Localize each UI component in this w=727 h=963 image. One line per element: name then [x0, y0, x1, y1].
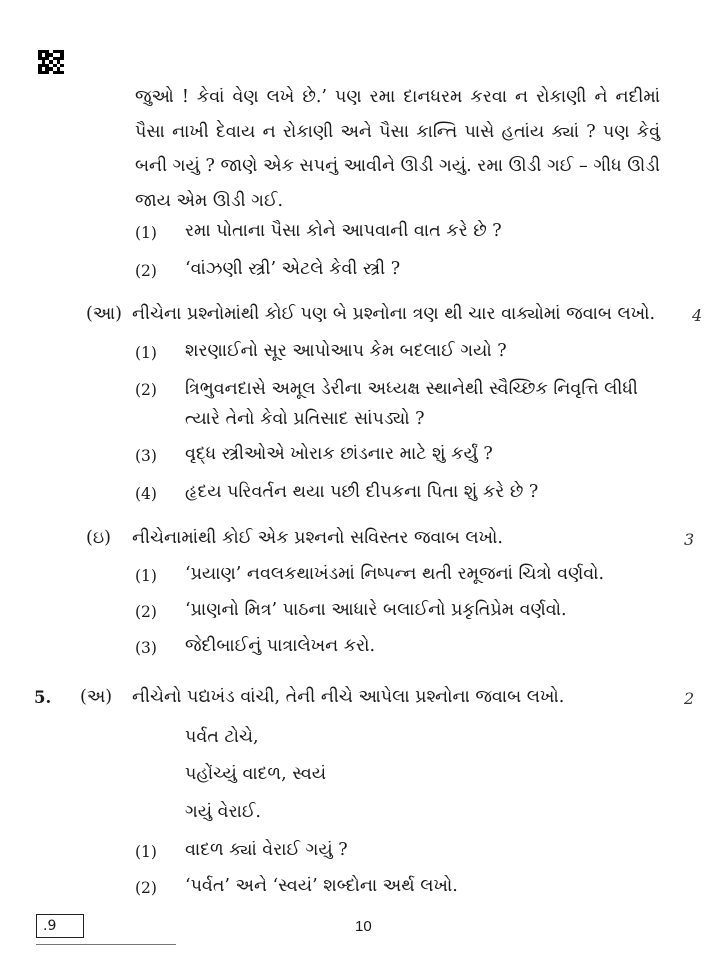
question-text: વાદળ ક્યાં વેરાઈ ગયું ? [185, 840, 348, 860]
question-text: ‘વાંઝણી સ્ત્રી’ એટલે કેવી સ્ત્રી ? [185, 259, 401, 279]
marks: 4 [692, 306, 703, 325]
question-main-number: 5. [34, 688, 52, 707]
question-text: ત્રિભુવનદાસે અમૂલ ડેરીના અધ્યક્ષ સ્થાનેથી સ્વૈચ્છિક નિવૃત્તિ લીધી ત્યારે તેનો કેવો પ્રતિસાદ સાંપડ્યો ? [185, 379, 638, 429]
qr-code-icon [38, 50, 64, 74]
question-number: (2) [135, 879, 157, 897]
page-number: 10 [355, 918, 372, 935]
question-text: ‘પર્વત’ અને ‘સ્વયં’ શબ્દોના અર્થ લખો. [185, 876, 458, 896]
section-label: (આ) [86, 304, 122, 324]
question-text: વૃદ્ધ સ્ત્રીઓએ ખોરાક છાંડનાર માટે શું કર્યું ? [185, 444, 493, 464]
section-instruction: નીચેનો પદ્યખંડ વાંચી, તેની નીચે આપેલા પ્રશ્નોના જવાબ લખો. [132, 687, 565, 707]
question-text: શરણાઈનો સૂર આપોઆપ કેમ બદલાઈ ગયો ? [185, 341, 507, 361]
question-number: (1) [135, 344, 157, 362]
question-number: (3) [135, 639, 157, 657]
poem-line: પર્વત ટોચે, [185, 727, 259, 747]
question-text: ‘પ્રાણનો મિત્ર’ પાઠના આધારે બલાઈનો પ્રકૃતિપ્રેમ વર્ણવો. [185, 600, 567, 620]
question-number: (1) [135, 224, 157, 242]
question-number: (1) [135, 567, 157, 585]
question-text: હૃદય પરિવર્તન થયા પછી દીપકના પિતા શું કરે છે ? [185, 482, 539, 502]
question-number: (4) [135, 485, 157, 503]
passage-text: જુઓ ! કેવાં વેણ લખે છે.’ પણ રમા દાનધરમ કરવા ન રોકાણી ને નદીમાં પૈસા નાખી દેવાય ન રોકાણી અને પૈસા કાન્તિ પાસે હતાંય ક્યાં ? પણ કેવું બની ગયું ? જાણે એક સપનું આવીને ઊડી ગયું. રમા ઊડી ગઈ – ગીધ ઊડી જાય એમ ઊડી ગઈ. [135, 87, 660, 211]
question-number: (2) [135, 603, 157, 621]
question-number: (2) [135, 381, 157, 399]
poem-line: ગયું વેરાઈ. [185, 802, 261, 822]
section-instruction: નીચેના પ્રશ્નોમાંથી કોઈ પણ બે પ્રશ્નોના ત્રણ થી ચાર વાક્યોમાં જવાબ લખો. [132, 304, 656, 324]
question-text: ‘પ્રયાણ’ નવલકથાખંડમાં નિષ્પન્ન થતી રમૂજનાં ચિત્રો વર્ણવો. [185, 564, 605, 584]
question-text: રમા પોતાના પૈસા કોને આપવાની વાત કરે છે ? [185, 221, 502, 241]
question-text: જેદીબાઈનું પાત્રાલેખન કરો. [185, 636, 376, 656]
question-number: (1) [135, 843, 157, 861]
poem-line: પહોંચ્યું વાદળ, સ્વયં [185, 764, 327, 784]
question-number: (2) [135, 262, 157, 280]
section-label: (અ) [80, 687, 113, 707]
paper-code-box: .9 [36, 914, 84, 938]
marks: 3 [684, 530, 695, 549]
marks: 2 [684, 689, 695, 708]
section-instruction: નીચેનામાંથી કોઈ એક પ્રશ્નનો સવિસ્તર જવાબ લખો. [132, 528, 503, 548]
section-label: (ઇ) [86, 528, 111, 548]
question-number: (3) [135, 447, 157, 465]
footer-divider [36, 944, 176, 945]
